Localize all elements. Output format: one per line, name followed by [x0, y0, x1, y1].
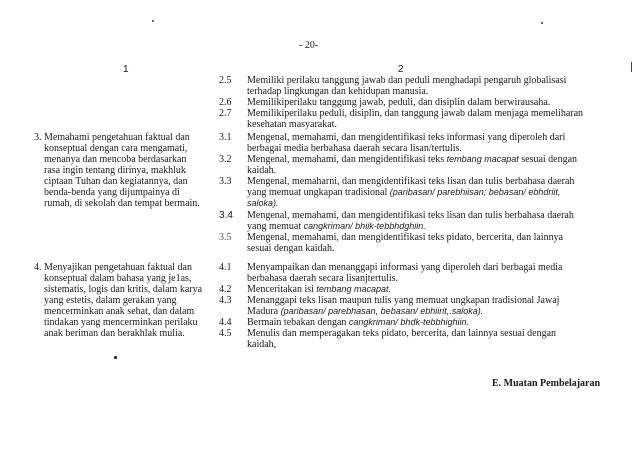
- ki4-line: 4. Menyajikan pengetahuan faktual dan: [34, 262, 192, 273]
- ki3-line: rumah, di sekolah dan tempat bermain.: [44, 198, 200, 209]
- kd-text-line: Madura (paribasan/ parebhasan, bebasan/ ebhiirit,.saloka).: [247, 306, 484, 317]
- kd-number: 3.2: [219, 154, 232, 165]
- kd-text-line: Menulis dan memperagakan teks pidato, bercerita, dan lainnya sesuai dengan: [247, 328, 557, 339]
- kd-text-line: kesehatan masyarakat.: [247, 119, 337, 130]
- kd-text-line: kaidah.: [247, 165, 277, 176]
- ki4-line: mencerminkan anak sehat, dan dalam: [44, 306, 195, 317]
- kd-number: 3.3: [219, 176, 232, 187]
- kd-text-line: terhadap lingkungan dan kehidupan manusia.: [247, 86, 429, 97]
- kd-italic-term: cangkriman/ bhdk-tebbhighiin.: [348, 317, 469, 327]
- page-number: - 20-: [299, 40, 319, 51]
- ki4-line: sistematis, logis dan kritis, dalam karya: [44, 284, 203, 295]
- kd-number: 4.5: [219, 328, 232, 339]
- kd-text-line: berbahasa daerah secara lisanjtertulis.: [247, 273, 399, 284]
- section-heading: E. Muatan Pembelajaran: [492, 378, 601, 389]
- kd-text-line: yang memuat ungkapan tradisional (paribasan/ parebhiisan; bebasan/ ebhdriit,: [247, 187, 561, 198]
- ki4-line: yang estetis, dalam gerakan yang: [44, 295, 177, 306]
- ki3-line: 3. Memahami pengetahuan faktual dan: [34, 132, 190, 143]
- scan-speck: [152, 20, 154, 22]
- ki4-line: konseptual dalam bahasa yang je1as,: [44, 273, 192, 284]
- kd-number: 3.5: [219, 232, 232, 243]
- kd-number: 3.1: [219, 132, 232, 143]
- scan-speck: [541, 22, 543, 24]
- column-header-1: 1: [123, 64, 129, 75]
- kd-italic-term: (paribasan/ parebhasan, bebasan/ ebhiirit,.saloka).: [280, 306, 484, 316]
- kd-text-line: Mengenal, memahami, dan mengidentifikasi teks lisan dan tulis berbahasa daerah: [247, 210, 574, 221]
- kd-text-line: Mengenal, memaharni, dan mengidentifikasi teks lisan dan tulis berbahasa daerah: [247, 176, 575, 187]
- kd-italic-term: tembang macapat.: [316, 284, 391, 294]
- kd-number: 4.3: [219, 295, 232, 306]
- ki4-line: tindakan yang mencerminkan perilaku: [44, 317, 198, 328]
- kd-number: 2.6: [219, 97, 232, 108]
- kd-text-line: Bermain tebakan dengan cangkriman/ bhdk-tebbhighiin.: [247, 317, 469, 328]
- kd-text-line: Mengenal, memahami, dan mengidentifikasi teks pidato, bercerita, dan lainnya: [247, 232, 564, 243]
- kd-text-line: Memilikiperilaku tanggung jawab, peduli, dan disiplin dalam berwirausaha.: [247, 97, 551, 108]
- ki3-line: konseptual dengan cara mengamati,: [44, 143, 188, 154]
- scan-speck: [114, 356, 117, 359]
- scan-mark: [631, 62, 632, 72]
- kd-text-line: kaidah,: [247, 339, 277, 350]
- kd-number: 4.4: [219, 317, 232, 328]
- kd-italic-term: tembang macapat: [446, 154, 519, 164]
- kd-text-line: Menceritakan isi tembang macapat.: [247, 284, 391, 295]
- kd-number: 3.4: [219, 210, 233, 221]
- ki3-line: benda-benda yang dijumpainya di: [44, 187, 180, 198]
- kd-text-line: Mengenal, memahami, dan mengidentifikasi teks tembang macapat sesuai dengan: [247, 154, 578, 165]
- ki3-line: ciptaan Tuhan dan kegiatannya, dan: [44, 176, 188, 187]
- kd-text-line: berbagai media berbahasa daerah secara lisan/tertulis.: [247, 143, 462, 154]
- kd-text-line: Menyampaikan dan menanggapi informasi yang diperoleh dari berbagai media: [247, 262, 563, 273]
- kd-text-line: saloka).: [247, 198, 279, 208]
- ki3-line: rasa ingin tentang dirinya, makhluk: [44, 165, 186, 176]
- ki4-line: anak beriman dan berakhlak mulia.: [44, 328, 185, 339]
- kd-text-line: Mengenal, memahami, dan mengidentifikasi teks informasi yang diperoleh dari: [247, 132, 566, 143]
- kd-text-line: Memiliki perilaku tanggung jawab dan peduli menghadapi pengaruh globalisasi: [247, 75, 567, 86]
- kd-number: 2.5: [219, 75, 232, 86]
- kd-text-line: sesuai dengan kaidah.: [247, 243, 335, 254]
- kd-number: 4.2: [219, 284, 232, 295]
- kd-italic-term: (paribasan/ parebhiisan; bebasan/ ebhdriit,: [389, 187, 561, 197]
- column-header-2: 2: [398, 64, 404, 75]
- kd-text-line: Memilikiperilaku peduli, disiplin, dan tanggung jawab dalam menjaga memeliharan: [247, 108, 584, 119]
- kd-italic-term: cangkriman/ bhiik-tebbhdghiin.: [303, 221, 426, 231]
- ki3-line: menanya dan mencoba berdasarkan: [44, 154, 187, 165]
- kd-text-line: yang memuat cangkriman/ bhiik-tebbhdghiin.: [247, 221, 426, 232]
- kd-number: 4.1: [219, 262, 232, 273]
- kd-number: 2.7: [219, 108, 232, 119]
- kd-text-line: Menanggapi teks lisan maupun tulis yang memuat ungkapan tradisional Jawaj: [247, 295, 560, 306]
